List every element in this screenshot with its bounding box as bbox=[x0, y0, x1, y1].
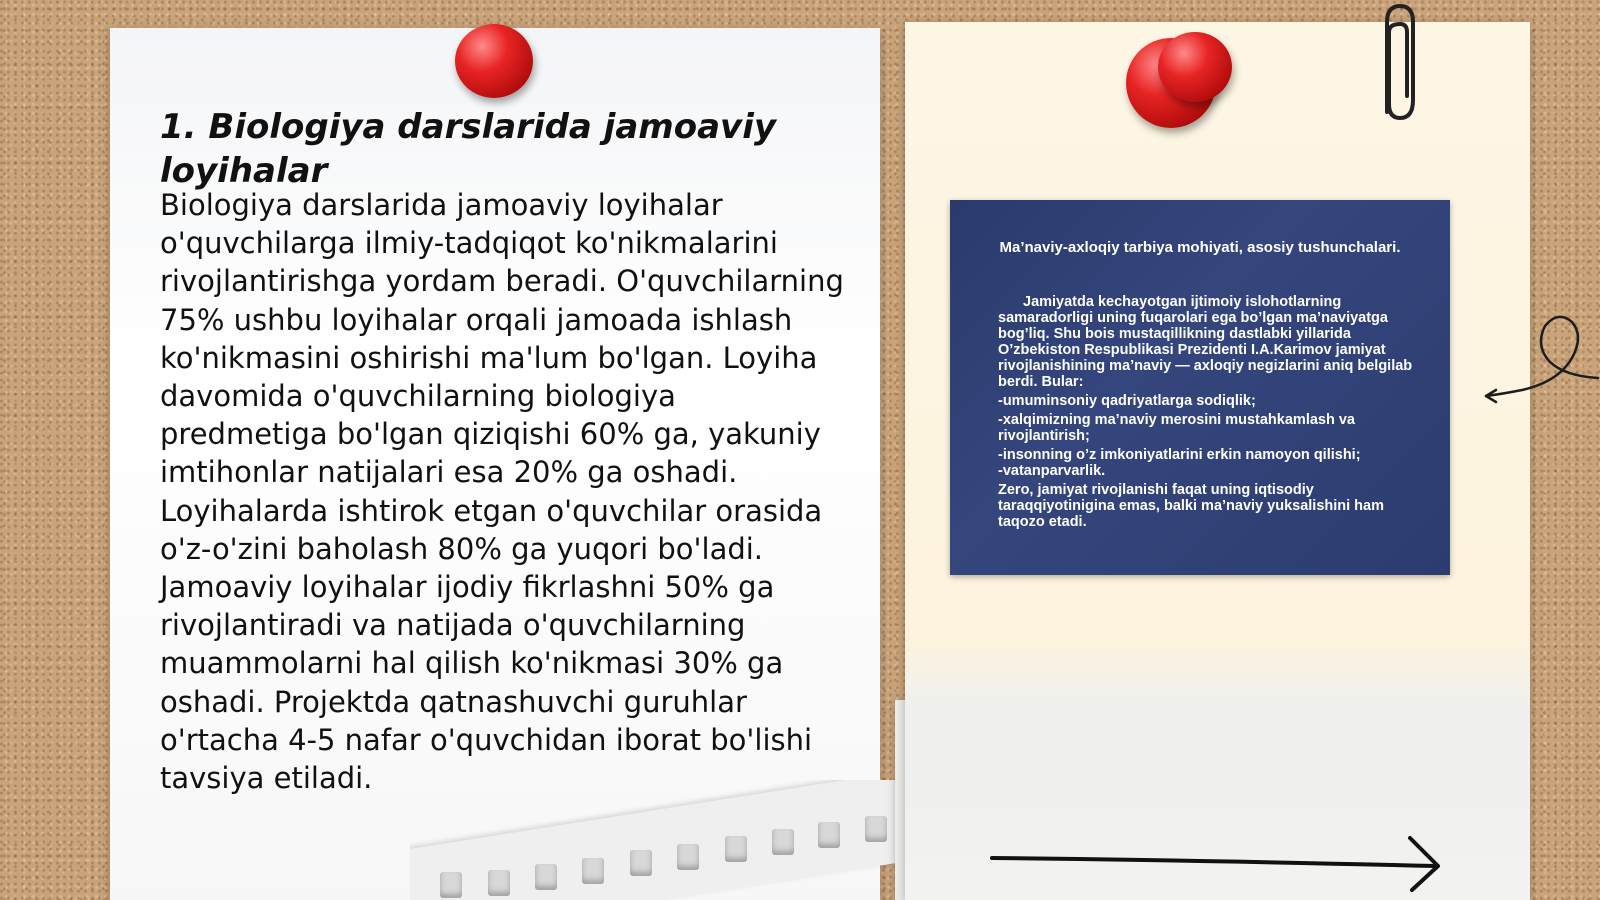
slide-list-item: -xalqimizning ma’naviy merosini mustahkamlash va rivojlantirish; bbox=[998, 412, 1355, 444]
note-title: 1. Biologiya darslarida jamoaviy loyihalar bbox=[160, 107, 777, 191]
push-pin-icon bbox=[455, 24, 533, 98]
slide-list-item: -umuminsoniy qadriyatlarga sodiqlik; bbox=[998, 393, 1256, 409]
note-body-text: Biologiya darslarida jamoaviy loyihalar o'quvchilarga ilmiy-tadqiqot ko'nikmalarini rivojlantirishga yordam beradi. O'quvchilarning 75% ushbu loyihalar orqali jamoada ishlash ko'nikmasini oshirishi ma'lum bo'lgan. Loyiha davomida o'quvchilarning biologiya predmetiga bo'lgan qiziqishi 60% ga, yakuniy imtihonlar natijalari esa 20% ga oshadi. Loyihalarda ishtirok etgan o'quvchilar orasida o'z-o'zini baholash 80% ga yuqori bo'ladi. Jamoaviy loyihalar ijodiy fikrlashni 50% ga rivojlantiradi va natijada o'quvchilarning muammolarni hal qilish ko'nikmasi 30% ga oshadi. Projektda qatnashuvchi guruhlar o'rtacha 4-5 nafar o'quvchidan iborat bo'lishi tavsiya etiladi. bbox=[160, 188, 844, 796]
slide-image bbox=[950, 200, 1450, 575]
slide-text bbox=[998, 294, 1423, 533]
slide-title: Ma’naviy-axloqiy tarbiya mohiyati, asosiy tushunchalari. bbox=[999, 239, 1401, 256]
slide-paragraph: Jamiyatda kechayotgan ijtimoiy islohotlarning samaradorligi uning fuqarolari ega bo’lgan ma’naviyatga bog’liq. Shu bois mustaqillikning dastlabki yillarida O’zbekiston Respublikasi Prezidenti I.A.Karimov jamiyat rivojlanishining ma’naviy — axloqiy negizlarini aniq belgilab berdi. Bular: bbox=[998, 294, 1413, 390]
paper-clip-icon bbox=[1375, 0, 1425, 125]
push-pin-icon bbox=[1158, 32, 1232, 102]
slide-list-item: -insonning o’z imkoniyatlarini erkin namoyon qilishi; -vatanparvarlik. bbox=[998, 447, 1361, 479]
slide-conclusion: Zero, jamiyat rivojlanishi faqat uning iqtisodiy taraqqiyotinigina emas, balki ma’naviy yuksalishini ham taqozo etadi. bbox=[998, 482, 1384, 530]
swirl-arrow-icon bbox=[1480, 310, 1600, 410]
arrow-right-icon bbox=[988, 832, 1448, 892]
